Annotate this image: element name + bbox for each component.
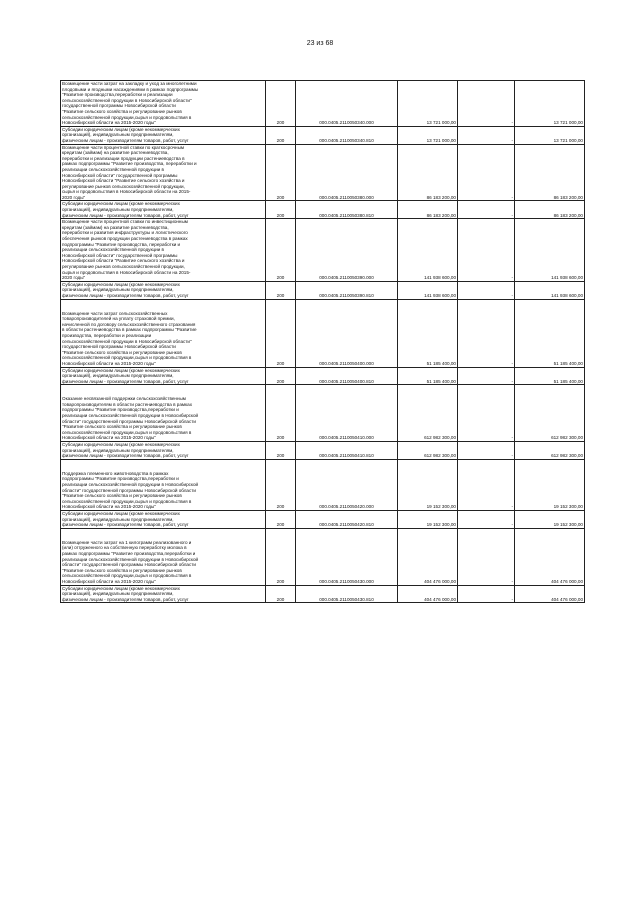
row-executed: - — [458, 442, 515, 460]
row-classification-code: 000.0405.2110050430.810 — [296, 585, 398, 603]
row-code: 200 — [266, 144, 296, 201]
table-row — [61, 126, 585, 144]
row-description: Возмещение части процентной ставки по инвестиционным кредитам (займам) на развитие растениеводства, переработки и развития инфраструктуры и логистического обеспечения рынков продукции растениеводства в рамках подпрограммы "Развитие производства, переработки и реализации сельскохозяйственной продукции в Новосибирской области" государственной программы Новосибирской области "Развитие сельского хозяйства и регулирование рынков сельскохозяйственной продукции, сырья и продовольствия в Новосибирской области на 2015- 2020 годы" — [61, 219, 266, 282]
row-amount: 19 152 300,00 — [398, 510, 458, 528]
row-executed: - — [458, 299, 515, 367]
row-description: Субсидии юридическим лицам (кроме некоммерческих организаций), индивидуальным предпринимателям, физическим лицам - производителям товаров, работ, услуг — [61, 201, 266, 219]
row-amount: 612 982 300,00 — [398, 385, 458, 442]
row-remaining: 51 185 400,00 — [515, 299, 585, 367]
table-row — [61, 585, 585, 603]
table-row — [61, 219, 585, 282]
row-classification-code: 000.0405.2110050410.810 — [296, 442, 398, 460]
row-amount: 404 476 000,00 — [398, 585, 458, 603]
row-remaining: 13 721 000,00 — [515, 126, 585, 144]
table-row — [61, 201, 585, 219]
row-classification-code: 000.0405.2110050420.000 — [296, 459, 398, 510]
row-amount: 51 185 400,00 — [398, 299, 458, 367]
table-row — [61, 442, 585, 460]
row-remaining: 612 982 300,00 — [515, 385, 585, 442]
row-description: Возмещение части затрат сельскохозяйственных товаропроизводителей на уплату страховой премии, начисленной по договору сельскохозяйственного страхования в области растениеводства в рамках подпрограммы "Развитие производства, переработки и реализации сельскохозяйственной продукции в Новосибирской области" государственной программы Новосибирской области "Развитие сельского хозяйства и регулирование рынков сельскохозяйственной продукции,сырья и продовольствия в Новосибирской области на 2015-2020 годы" — [61, 299, 266, 367]
row-amount: 13 721 000,00 — [398, 81, 458, 127]
row-remaining: 86 183 200,00 — [515, 144, 585, 201]
row-remaining: 141 938 600,00 — [515, 219, 585, 282]
row-code: 200 — [266, 201, 296, 219]
row-description: Возмещение части процентной ставки по краткосрочным кредитам (займам) на развитие растениеводства, переработки и реализации продукции растениеводства в рамках подпрограммы "Развитие производства, переработки и реализации сельскохозяйственной продукции в Новосибирской области" государственной программы Новосибирской области "Развитие сельского хозяйства и регулирование рынков сельскохозяйственной продукции, сырья и продовольствия в Новосибирской области на 2015- 2020 годы" — [61, 144, 266, 201]
row-code: 200 — [266, 126, 296, 144]
row-description: Оказание несвязанной поддержки сельскохозяйственным товаропроизводителям в области растениеводства в рамках подпрограммы "Развитие производства,переработки и реализации сельскохозяйственной продукции в Новосибирской области" государственной программы Новосибирской области "Развитие сельского хозяйства и регулирование рынков сельскохозяйственной продукции,сырья и продовольствия в Новосибирской области на 2015-2020 годы" — [61, 385, 266, 442]
row-classification-code: 000.0405.2110050400.810 — [296, 367, 398, 385]
table-row — [61, 528, 585, 585]
row-executed: - — [458, 459, 515, 510]
row-remaining: 404 476 000,00 — [515, 528, 585, 585]
row-amount: 13 721 000,00 — [398, 126, 458, 144]
row-code: 200 — [266, 299, 296, 367]
row-code: 200 — [266, 367, 296, 385]
row-executed: - — [458, 367, 515, 385]
row-executed: - — [458, 510, 515, 528]
row-code: 200 — [266, 281, 296, 299]
row-classification-code: 000.0405.2110050420.810 — [296, 510, 398, 528]
row-executed: - — [458, 81, 515, 127]
row-code: 200 — [266, 528, 296, 585]
row-remaining: 51 185 400,00 — [515, 367, 585, 385]
row-remaining: 86 183 200,00 — [515, 201, 585, 219]
row-remaining: 141 938 600,00 — [515, 281, 585, 299]
row-description: Поддержка племенного животноводства в рамках подпрограммы "Развитие производства,переработки и реализации сельскохозяйственной продукции в Новосибирской области" государственной программы Новосибирской области "Развитие сельского хозяйства и регулирование рынков сельскохозяйственной продукции,сырья и продовольствия в Новосибирской области на 2015-2020 годы" — [61, 459, 266, 510]
row-amount: 612 982 300,00 — [398, 442, 458, 460]
row-code: 200 — [266, 219, 296, 282]
page-number: 23 из 68 — [306, 40, 334, 47]
row-executed: - — [458, 385, 515, 442]
row-amount: 141 938 600,00 — [398, 219, 458, 282]
row-remaining: 19 152 300,00 — [515, 510, 585, 528]
row-executed: - — [458, 585, 515, 603]
table-row — [61, 81, 585, 127]
row-amount: 141 938 600,00 — [398, 281, 458, 299]
row-classification-code: 000.0405.2110050400.000 — [296, 299, 398, 367]
table-row — [61, 144, 585, 201]
row-executed: - — [458, 219, 515, 282]
row-description: Субсидии юридическим лицам (кроме некоммерческих организаций), индивидуальным предпринимателям, физическим лицам - производителям товаров, работ, услуг — [61, 126, 266, 144]
row-code: 200 — [266, 442, 296, 460]
table-body — [61, 81, 585, 603]
row-remaining: 19 152 300,00 — [515, 459, 585, 510]
row-classification-code: 000.0405.2110050380.810 — [296, 201, 398, 219]
row-description: Возмещение части затрат на закладку и уход за многолетними плодовыми и ягодными насаждениями в рамках подпрограммы "Развитие производства,переработки и реализации сельскохозяйственной продукции в Новосибирской области" государственной программы Новосибирской области "Развитие сельского хозяйства и регулирование рынков сельскохозяйственной продукции,сырья и продовольствия в Новосибирской области на 2015-2020 годы" — [61, 81, 266, 127]
row-remaining: 612 982 300,00 — [515, 442, 585, 460]
row-description: Субсидии юридическим лицам (кроме некоммерческих организаций), индивидуальным предпринимателям, физическим лицам - производителям товаров, работ, услуг — [61, 367, 266, 385]
row-executed: - — [458, 281, 515, 299]
row-classification-code: 000.0405.2110050340.810 — [296, 126, 398, 144]
row-code: 200 — [266, 385, 296, 442]
row-code: 200 — [266, 585, 296, 603]
row-classification-code: 000.0405.2110050340.000 — [296, 81, 398, 127]
table-row — [61, 367, 585, 385]
row-executed: - — [458, 528, 515, 585]
row-remaining: 404 476 000,00 — [515, 585, 585, 603]
row-executed: - — [458, 201, 515, 219]
row-classification-code: 000.0405.2110050380.000 — [296, 144, 398, 201]
row-description: Субсидии юридическим лицам (кроме некоммерческих организаций), индивидуальным предпринимателям, физическим лицам - производителям товаров, работ, услуг — [61, 442, 266, 460]
row-amount: 404 476 000,00 — [398, 528, 458, 585]
row-description: Субсидии юридическим лицам (кроме некоммерческих организаций), индивидуальным предпринимателям, физическим лицам - производителям товаров, работ, услуг — [61, 585, 266, 603]
row-classification-code: 000.0405.2110050430.000 — [296, 528, 398, 585]
row-executed: - — [458, 126, 515, 144]
row-amount: 86 183 200,00 — [398, 201, 458, 219]
row-code: 200 — [266, 510, 296, 528]
row-amount: 86 183 200,00 — [398, 144, 458, 201]
row-executed: - — [458, 144, 515, 201]
row-classification-code: 000.0405.2110050390.000 — [296, 219, 398, 282]
row-code: 200 — [266, 459, 296, 510]
table-row — [61, 281, 585, 299]
budget-table — [60, 80, 585, 603]
row-description: Субсидии юридическим лицам (кроме некоммерческих организаций), индивидуальным предпринимателям, физическим лицам - производителям товаров, работ, услуг — [61, 510, 266, 528]
row-classification-code: 000.0405.2110050390.810 — [296, 281, 398, 299]
row-amount: 51 185 400,00 — [398, 367, 458, 385]
table-row — [61, 385, 585, 442]
table-row — [61, 299, 585, 367]
row-description: Субсидии юридическим лицам (кроме некоммерческих организаций), индивидуальным предпринимателям, физическим лицам - производителям товаров, работ, услуг — [61, 281, 266, 299]
row-remaining: 13 721 000,00 — [515, 81, 585, 127]
table-row — [61, 510, 585, 528]
row-amount: 19 152 300,00 — [398, 459, 458, 510]
row-code: 200 — [266, 81, 296, 127]
table-row — [61, 459, 585, 510]
row-description: Возмещение части затрат на 1 килограмм реализованного и (или) отгруженного на собственную переработку молока в рамках подпрограммы "Развитие производства,переработки и реализации сельскохозяйственной продукции в Новосибирской области" государственной программы Новосибирской области "Развитие сельского хозяйства и регулирование рынков сельскохозяйственной продукции,сырья и продовольствия в Новосибирской области на 2015-2020 годы" — [61, 528, 266, 585]
row-classification-code: 000.0405.2110050410.000 — [296, 385, 398, 442]
